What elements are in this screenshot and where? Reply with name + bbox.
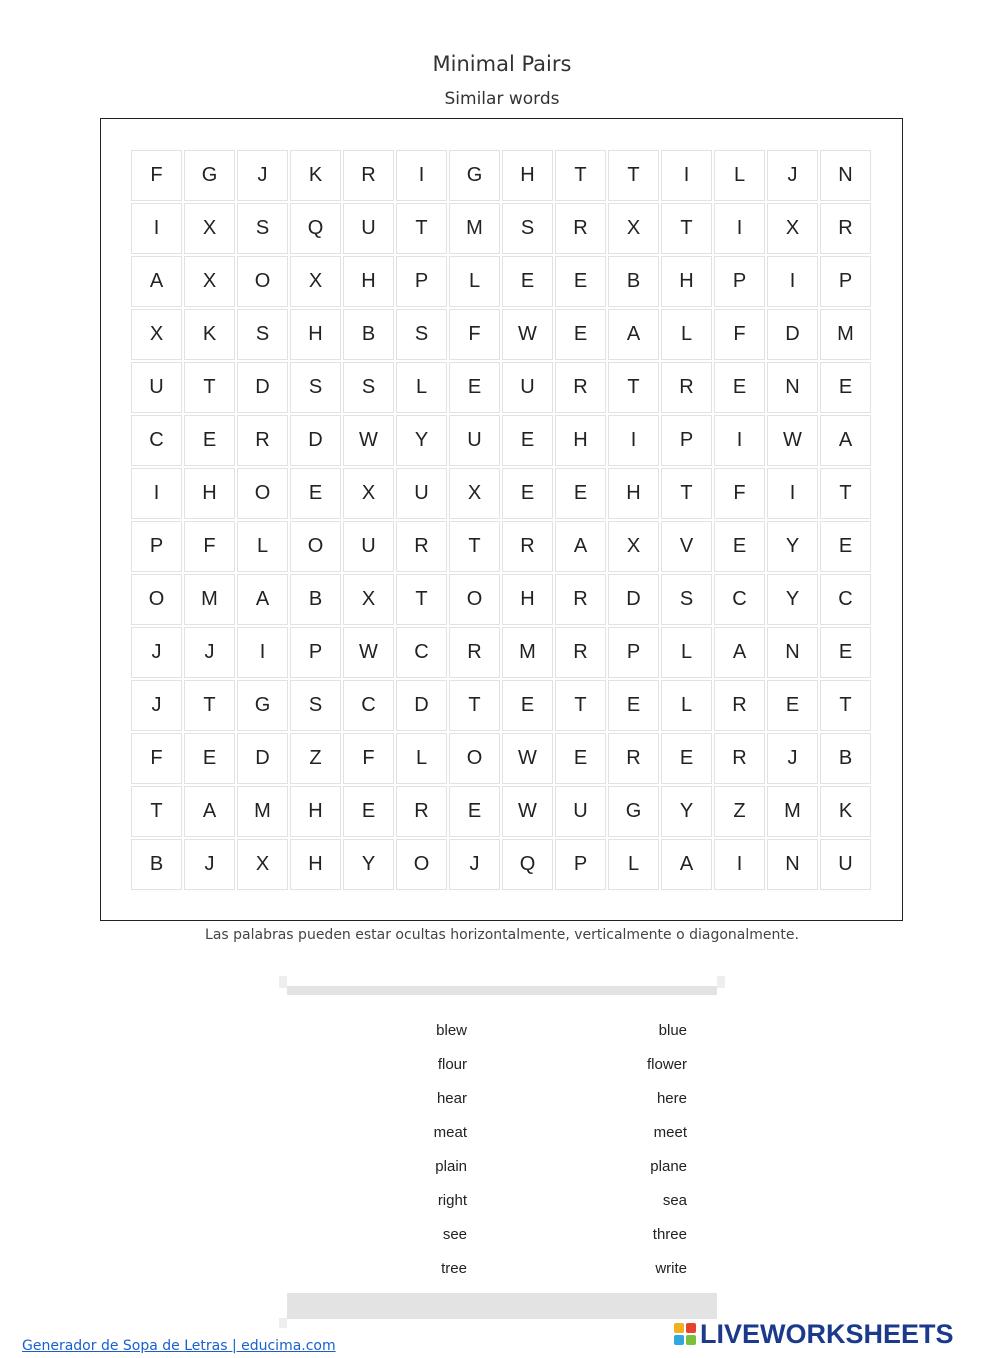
grid-cell[interactable]: E — [661, 733, 712, 784]
grid-cell[interactable]: E — [714, 362, 765, 413]
grid-cell[interactable]: E — [820, 627, 871, 678]
grid-cell[interactable]: D — [767, 309, 818, 360]
grid-cell[interactable]: R — [555, 362, 606, 413]
grid-cell[interactable]: H — [608, 468, 659, 519]
word-item: flour — [437, 1056, 467, 1073]
grid-cell[interactable]: Q — [502, 839, 553, 890]
word-row — [400, 1224, 700, 1258]
word-item: write — [655, 1260, 687, 1277]
grid-cell[interactable]: J — [131, 627, 182, 678]
grid-cell[interactable]: U — [820, 839, 871, 890]
grid-cell[interactable]: F — [131, 150, 182, 201]
grid-cell[interactable]: H — [502, 574, 553, 625]
grid-cell[interactable]: E — [502, 415, 553, 466]
instructions-text: Las palabras pueden estar ocultas horizontalmente, verticalmente o diagonalmente. — [205, 927, 799, 943]
word-item: blue — [658, 1022, 687, 1039]
grid-cell[interactable]: E — [555, 733, 606, 784]
grid-cell[interactable]: B — [608, 256, 659, 307]
grid-cell[interactable]: R — [714, 733, 765, 784]
grid-cell[interactable]: T — [608, 362, 659, 413]
word-item: sea — [662, 1192, 687, 1209]
liveworksheets-logo[interactable] — [674, 1318, 954, 1350]
generator-link[interactable]: Generador de Sopa de Letras | educima.com — [22, 1338, 336, 1354]
grid-cell[interactable]: A — [608, 309, 659, 360]
word-list — [400, 1020, 700, 1292]
word-item: hear — [436, 1090, 467, 1107]
grid-cell[interactable]: J — [767, 733, 818, 784]
grid-cell[interactable]: C — [820, 574, 871, 625]
word-list-scroll-cap-right — [717, 976, 725, 988]
grid-cell[interactable]: F — [714, 468, 765, 519]
grid-cell[interactable]: B — [343, 309, 394, 360]
grid-cell[interactable]: M — [449, 203, 500, 254]
grid-cell[interactable]: L — [396, 362, 447, 413]
grid-cell[interactable]: S — [661, 574, 712, 625]
grid-cell[interactable]: J — [767, 150, 818, 201]
grid-cell[interactable]: V — [661, 521, 712, 572]
grid-cell[interactable]: O — [290, 521, 341, 572]
grid-cell[interactable]: P — [608, 627, 659, 678]
grid-cell[interactable]: B — [290, 574, 341, 625]
grid-cell[interactable]: H — [290, 309, 341, 360]
word-item: flower — [646, 1056, 687, 1073]
grid-cell[interactable]: X — [184, 256, 235, 307]
grid-cell[interactable]: P — [555, 839, 606, 890]
grid-cell[interactable]: I — [396, 150, 447, 201]
grid-cell[interactable]: S — [237, 309, 288, 360]
grid-cell[interactable]: M — [767, 786, 818, 837]
grid-cell[interactable]: O — [131, 574, 182, 625]
grid-cell[interactable]: E — [290, 468, 341, 519]
grid-cell[interactable]: G — [449, 150, 500, 201]
grid-cell[interactable]: T — [396, 574, 447, 625]
grid-cell[interactable]: E — [502, 256, 553, 307]
grid-cell[interactable]: M — [237, 786, 288, 837]
word-list-scroll-cap-bottom — [279, 1318, 287, 1328]
grid-cell[interactable]: H — [555, 415, 606, 466]
grid-cell[interactable]: E — [555, 309, 606, 360]
grid-cell[interactable]: N — [820, 150, 871, 201]
grid-cell[interactable]: C — [714, 574, 765, 625]
grid-cell[interactable]: R — [449, 627, 500, 678]
grid-cell[interactable]: N — [767, 362, 818, 413]
grid-cell[interactable]: R — [661, 362, 712, 413]
grid-cell[interactable]: U — [555, 786, 606, 837]
grid-cell[interactable]: H — [290, 786, 341, 837]
grid-cell[interactable]: R — [396, 521, 447, 572]
word-row — [400, 1020, 700, 1054]
grid-cell[interactable]: T — [396, 203, 447, 254]
grid-cell[interactable]: E — [449, 362, 500, 413]
grid-cell[interactable]: X — [767, 203, 818, 254]
grid-cell[interactable]: L — [714, 150, 765, 201]
grid-cell[interactable]: W — [502, 786, 553, 837]
grid-cell[interactable]: U — [343, 203, 394, 254]
grid-cell[interactable]: A — [714, 627, 765, 678]
grid-cell[interactable]: C — [131, 415, 182, 466]
grid-cell[interactable]: T — [184, 680, 235, 731]
grid-cell[interactable]: X — [343, 468, 394, 519]
logo-block — [674, 1323, 684, 1333]
grid-cell[interactable]: O — [449, 574, 500, 625]
grid-cell[interactable]: J — [449, 839, 500, 890]
word-item: right — [437, 1192, 467, 1209]
grid-cell[interactable]: S — [396, 309, 447, 360]
grid-cell[interactable]: X — [608, 521, 659, 572]
word-row — [400, 1190, 700, 1224]
logo-text: LIVEWORKSHEETS — [700, 1318, 954, 1349]
grid-cell[interactable]: E — [608, 680, 659, 731]
grid-cell[interactable]: A — [237, 574, 288, 625]
word-item: plane — [650, 1158, 687, 1175]
grid-cell[interactable]: U — [131, 362, 182, 413]
grid-cell[interactable]: K — [290, 150, 341, 201]
grid-cell[interactable]: M — [820, 309, 871, 360]
grid-cell[interactable]: T — [820, 468, 871, 519]
grid-cell[interactable]: L — [449, 256, 500, 307]
grid-cell[interactable]: P — [661, 415, 712, 466]
logo-blocks-icon — [674, 1323, 696, 1345]
grid-cell[interactable]: N — [767, 627, 818, 678]
word-item: meet — [653, 1124, 687, 1141]
word-item: here — [656, 1090, 687, 1107]
logo-block — [686, 1323, 696, 1333]
grid-cell[interactable]: L — [237, 521, 288, 572]
grid-cell[interactable]: X — [290, 256, 341, 307]
grid-cell[interactable]: A — [131, 256, 182, 307]
grid-cell[interactable]: Z — [290, 733, 341, 784]
grid-cell[interactable]: E — [555, 468, 606, 519]
grid-cell[interactable]: X — [449, 468, 500, 519]
grid-cell[interactable]: X — [343, 574, 394, 625]
grid-cell[interactable]: W — [502, 309, 553, 360]
grid-cell[interactable]: I — [131, 203, 182, 254]
grid-cell[interactable]: I — [767, 468, 818, 519]
grid-cell[interactable]: A — [661, 839, 712, 890]
word-list-top-bar — [287, 986, 717, 995]
grid-cell[interactable]: D — [608, 574, 659, 625]
grid-cell[interactable]: P — [290, 627, 341, 678]
page-subtitle: Similar words — [444, 89, 560, 109]
grid-cell[interactable]: G — [608, 786, 659, 837]
grid-cell[interactable]: C — [343, 680, 394, 731]
grid-cell[interactable]: W — [767, 415, 818, 466]
grid-cell[interactable]: I — [131, 468, 182, 519]
grid-cell[interactable]: P — [714, 256, 765, 307]
word-row — [400, 1156, 700, 1190]
grid-cell[interactable]: U — [396, 468, 447, 519]
grid-cell[interactable]: Y — [767, 521, 818, 572]
grid-cell[interactable]: G — [184, 150, 235, 201]
grid-cell[interactable]: Z — [714, 786, 765, 837]
grid-cell[interactable]: E — [502, 468, 553, 519]
word-item: plain — [435, 1158, 467, 1175]
grid-cell[interactable]: A — [820, 415, 871, 466]
grid-cell[interactable]: Y — [343, 839, 394, 890]
grid-cell[interactable]: S — [343, 362, 394, 413]
grid-cell[interactable]: L — [661, 680, 712, 731]
grid-cell[interactable]: B — [131, 839, 182, 890]
word-item: three — [652, 1226, 687, 1243]
grid-cell[interactable]: H — [290, 839, 341, 890]
grid-cell[interactable]: D — [396, 680, 447, 731]
grid-cell[interactable]: F — [714, 309, 765, 360]
grid-cell[interactable]: T — [131, 786, 182, 837]
grid-cell[interactable]: L — [396, 733, 447, 784]
word-list-scroll-cap-left — [279, 976, 287, 988]
grid-cell[interactable]: P — [131, 521, 182, 572]
word-item: see — [442, 1226, 467, 1243]
grid-cell[interactable]: X — [608, 203, 659, 254]
grid-cell[interactable]: Q — [290, 203, 341, 254]
grid-cell[interactable]: F — [184, 521, 235, 572]
grid-cell[interactable]: J — [184, 839, 235, 890]
grid-cell[interactable]: P — [820, 256, 871, 307]
grid-cell[interactable]: J — [237, 150, 288, 201]
grid-cell[interactable]: M — [184, 574, 235, 625]
grid-cell[interactable]: E — [820, 362, 871, 413]
grid-cell[interactable]: T — [555, 150, 606, 201]
word-row — [400, 1122, 700, 1156]
grid-cell[interactable]: T — [555, 680, 606, 731]
grid-cell[interactable]: T — [820, 680, 871, 731]
grid-cell[interactable]: Y — [396, 415, 447, 466]
word-item: meat — [433, 1124, 467, 1141]
grid-cell[interactable]: A — [184, 786, 235, 837]
grid-cell[interactable]: A — [555, 521, 606, 572]
grid-cell[interactable]: I — [714, 203, 765, 254]
grid-cell[interactable]: H — [661, 256, 712, 307]
word-item: tree — [441, 1260, 467, 1277]
grid-cell[interactable]: U — [343, 521, 394, 572]
grid-cell[interactable]: Y — [767, 574, 818, 625]
letter-grid — [131, 150, 871, 890]
logo-block — [686, 1335, 696, 1345]
grid-cell[interactable]: R — [714, 680, 765, 731]
grid-cell[interactable]: K — [184, 309, 235, 360]
grid-cell[interactable]: S — [237, 203, 288, 254]
grid-cell[interactable]: H — [184, 468, 235, 519]
grid-cell[interactable]: F — [343, 733, 394, 784]
grid-cell[interactable]: O — [237, 468, 288, 519]
grid-cell[interactable]: B — [820, 733, 871, 784]
word-row — [400, 1088, 700, 1122]
grid-cell[interactable]: R — [608, 733, 659, 784]
grid-cell[interactable]: X — [131, 309, 182, 360]
grid-cell[interactable]: F — [131, 733, 182, 784]
grid-cell[interactable]: R — [555, 627, 606, 678]
grid-cell[interactable]: U — [502, 362, 553, 413]
grid-cell[interactable]: Y — [661, 786, 712, 837]
grid-cell[interactable]: E — [184, 415, 235, 466]
grid-cell[interactable]: I — [714, 415, 765, 466]
grid-cell[interactable]: T — [184, 362, 235, 413]
grid-cell[interactable]: U — [449, 415, 500, 466]
grid-cell[interactable]: S — [290, 362, 341, 413]
logo-block — [674, 1335, 684, 1345]
grid-cell[interactable]: S — [502, 203, 553, 254]
grid-cell[interactable]: H — [502, 150, 553, 201]
page-title: Minimal Pairs — [432, 52, 572, 76]
grid-cell[interactable]: R — [820, 203, 871, 254]
grid-cell[interactable]: J — [184, 627, 235, 678]
grid-cell[interactable]: H — [343, 256, 394, 307]
grid-cell[interactable]: T — [449, 521, 500, 572]
grid-cell[interactable]: R — [396, 786, 447, 837]
grid-cell[interactable]: E — [555, 256, 606, 307]
grid-cell[interactable]: N — [767, 839, 818, 890]
grid-cell[interactable]: L — [661, 627, 712, 678]
grid-cell[interactable]: D — [237, 733, 288, 784]
grid-cell[interactable]: E — [184, 733, 235, 784]
grid-cell[interactable]: I — [661, 150, 712, 201]
grid-cell[interactable]: R — [555, 574, 606, 625]
grid-cell[interactable]: O — [396, 839, 447, 890]
grid-cell[interactable]: E — [502, 680, 553, 731]
grid-cell[interactable]: W — [502, 733, 553, 784]
grid-cell[interactable]: I — [767, 256, 818, 307]
grid-cell[interactable]: W — [343, 627, 394, 678]
grid-cell[interactable]: T — [449, 680, 500, 731]
grid-cell[interactable]: M — [502, 627, 553, 678]
word-row — [400, 1054, 700, 1088]
grid-cell[interactable]: T — [608, 150, 659, 201]
grid-cell[interactable]: K — [820, 786, 871, 837]
word-row — [400, 1258, 700, 1292]
grid-cell[interactable]: R — [555, 203, 606, 254]
grid-cell[interactable]: T — [661, 468, 712, 519]
grid-cell[interactable]: W — [343, 415, 394, 466]
grid-cell[interactable]: L — [661, 309, 712, 360]
grid-cell[interactable]: R — [237, 415, 288, 466]
grid-cell[interactable]: J — [131, 680, 182, 731]
grid-cell[interactable]: X — [237, 839, 288, 890]
grid-cell[interactable]: R — [502, 521, 553, 572]
grid-cell[interactable]: D — [290, 415, 341, 466]
grid-cell[interactable]: I — [237, 627, 288, 678]
grid-cell[interactable]: O — [237, 256, 288, 307]
grid-cell[interactable]: I — [714, 839, 765, 890]
grid-cell[interactable]: T — [661, 203, 712, 254]
grid-cell[interactable]: O — [449, 733, 500, 784]
grid-cell[interactable]: G — [237, 680, 288, 731]
grid-cell[interactable]: E — [767, 680, 818, 731]
grid-cell[interactable]: S — [290, 680, 341, 731]
grid-cell[interactable]: X — [184, 203, 235, 254]
grid-cell[interactable]: D — [237, 362, 288, 413]
grid-cell[interactable]: C — [396, 627, 447, 678]
grid-cell[interactable]: E — [449, 786, 500, 837]
grid-cell[interactable]: R — [343, 150, 394, 201]
word-list-bottom-bar — [287, 1293, 717, 1319]
word-item: blew — [436, 1022, 467, 1039]
grid-cell[interactable]: F — [449, 309, 500, 360]
grid-cell[interactable]: I — [608, 415, 659, 466]
grid-cell[interactable]: E — [820, 521, 871, 572]
grid-cell[interactable]: E — [343, 786, 394, 837]
grid-cell[interactable]: E — [714, 521, 765, 572]
grid-cell[interactable]: P — [396, 256, 447, 307]
grid-cell[interactable]: L — [608, 839, 659, 890]
